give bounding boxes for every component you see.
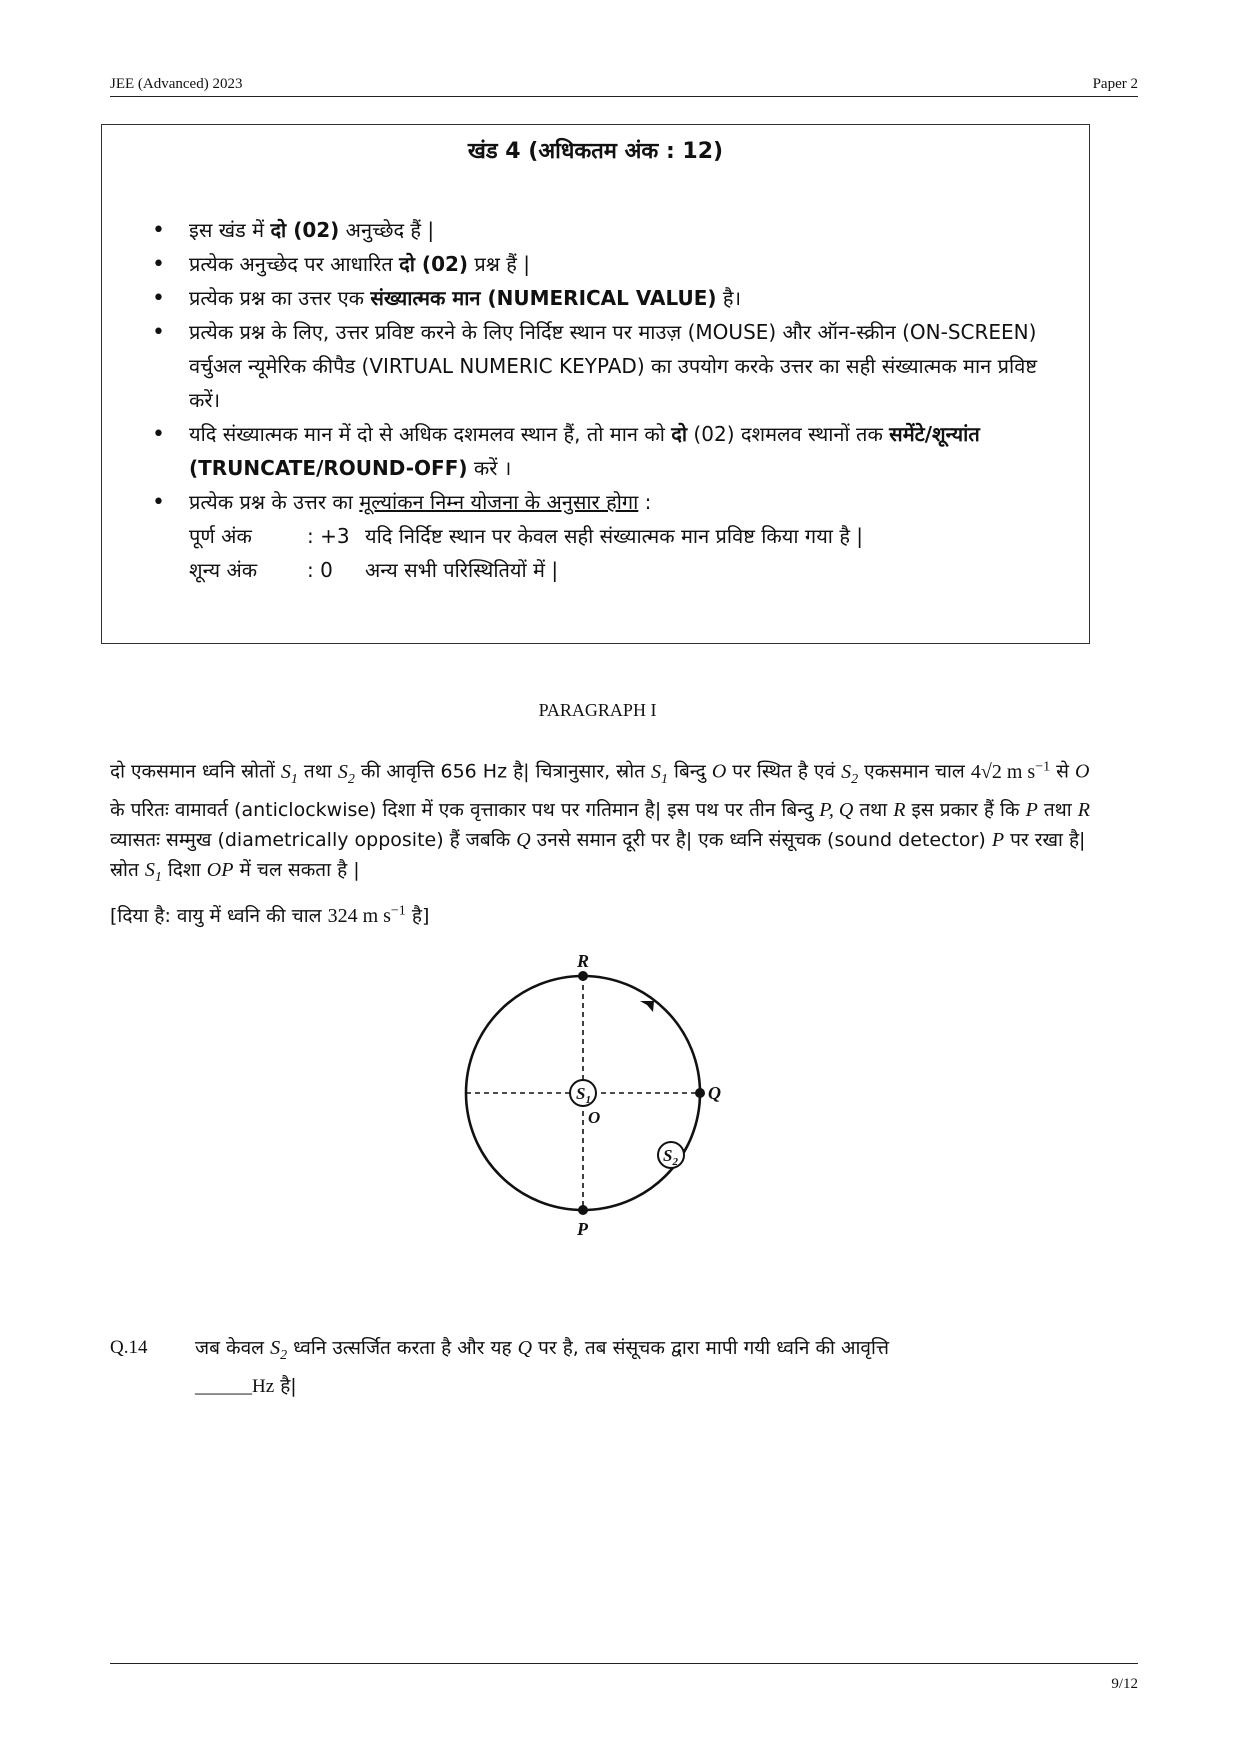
point-p	[578, 1205, 588, 1215]
label-s2: $S_2$	[663, 1146, 678, 1168]
marking-row-zero: शून्य अंक : 0 अन्य सभी परिस्थितियों में |	[189, 558, 559, 582]
header-paper-number: Paper 2	[1092, 76, 1138, 92]
paragraph-title: PARAGRAPH I	[538, 700, 657, 720]
instruction-item: • प्रत्येक अनुच्छेद पर आधारित दो (02) प्रश्न हैं |	[152, 247, 1062, 281]
instruction-item: • प्रत्येक प्रश्न के उत्तर का मूल्यांकन निम्न योजना के अनुसार होगा :	[152, 485, 1062, 519]
paragraph-text: दो एकसमान ध्वनि स्रोतों $S_1$ तथा $S_2$ की आवृत्ति 656 Hz है| चित्रानुसार, स्रोत $S_1$ बिन्दु O पर स्थित है एवं $S_2$ एकसमान चाल 4√2 m $s^{-1}$ से O के परितः वामावर्त (anticlockwise) दिशा में एक वृत्ताकार पथ पर गतिमान है| इस पथ पर तीन बिन्दु P, Q तथा R इस प्रकार हैं कि P तथा R व्यासतः सम्मुख (diametrically opposite) हैं जबकि Q उनसे समान दूरी पर है| एक ध्वनि संसूचक (sound detector) P पर रखा है| स्रोत $S_1$ दिशा OP में चल सकता है |	[110, 759, 1090, 885]
answer-blank: ______Hz	[195, 1376, 275, 1397]
instruction-item: • प्रत्येक प्रश्न का उत्तर एक संख्यात्मक मान (NUMERICAL VALUE) है।	[152, 281, 1062, 315]
question-number: Q.14	[110, 1337, 148, 1358]
label-r: R	[577, 955, 590, 971]
question-text: जब केवल $S_2$ ध्वनि उत्सर्जित करता है और यह Q पर है, तब संसूचक द्वारा मापी गयी ध्वनि की आवृत्ति ______Hz है|	[195, 1337, 890, 1397]
circular-path-diagram	[450, 955, 750, 1255]
section-instructions-box	[101, 124, 1090, 644]
anticlockwise-arrow	[640, 1001, 654, 1012]
label-o: O	[588, 1108, 601, 1127]
point-q	[695, 1088, 705, 1098]
instruction-item: • यदि संख्यात्मक मान में दो से अधिक दशमलव स्थान हैं, तो मान को दो (02) दशमलव स्थानों तक समेंटे/शून्यांत (TRUNCATE/ROUND-OFF) करें ।	[152, 417, 1062, 485]
page-number: 9/12	[1111, 1676, 1138, 1692]
question-14	[110, 1333, 1090, 1402]
label-p: P	[577, 1219, 588, 1239]
header-exam-title: JEE (Advanced) 2023	[110, 76, 243, 92]
instruction-item: • प्रत्येक प्रश्न के लिए, उत्तर प्रविष्ट करने के लिए निर्दिष्ट स्थान पर माउज़ (MOUSE) और ऑन-स्क्रीन (ON-SCREEN) वर्चुअल न्यूमेरिक कीपैड (VIRTUAL NUMERIC KEYPAD) का उपयोग करके उत्तर का सही संख्यात्मक मान प्रविष्ट करें।	[152, 315, 1062, 417]
instruction-list	[152, 213, 1062, 587]
point-r	[578, 971, 588, 981]
instruction-item: • इस खंड में दो (02) अनुच्छेद हैं |	[152, 213, 1062, 247]
footer-rule	[110, 1663, 1138, 1664]
given-data: [दिया है: वायु में ध्वनि की चाल 324 m $s^{-1}$ है]	[110, 903, 430, 927]
section-title: खंड 4 (अधिकतम अंक : 12)	[467, 139, 724, 164]
label-s1: $S_1$	[576, 1084, 591, 1106]
header-rule	[110, 96, 1138, 97]
marking-row-full: पूर्ण अंक : +3 यदि निर्दिष्ट स्थान पर केवल सही संख्यात्मक मान प्रविष्ट किया गया है |	[189, 524, 864, 548]
label-q: Q	[708, 1083, 721, 1103]
